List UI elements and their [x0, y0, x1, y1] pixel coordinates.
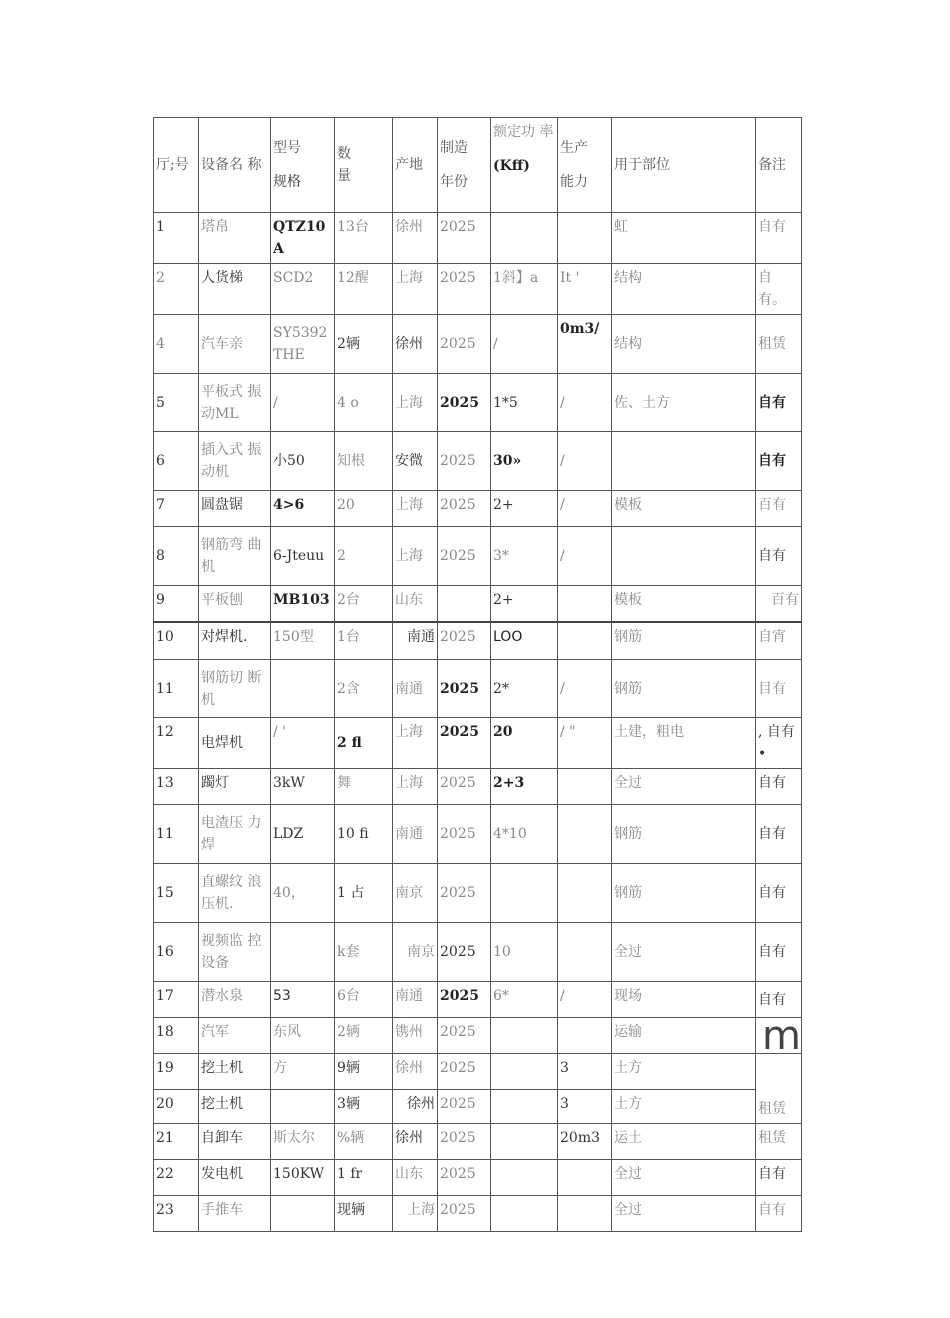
cell-note: 自有 [756, 982, 802, 1018]
cell-use: 运土 [612, 1124, 756, 1160]
cell-name: 平板式 振动ML [199, 374, 271, 432]
cell-model: 53 [271, 982, 335, 1018]
cell-model: 小50 [271, 432, 335, 491]
cell-power [491, 1018, 558, 1054]
cell-note: 租赁 [756, 1090, 802, 1124]
table-row [154, 1018, 802, 1054]
cell-no: 20 [154, 1090, 199, 1124]
cell-capacity: 0m3/ [558, 315, 612, 374]
table-row [154, 315, 802, 374]
cell-power [491, 1160, 558, 1196]
cell-qty: 现辆 [335, 1196, 393, 1232]
cell-power: 6* [491, 982, 558, 1018]
table-row [154, 1054, 802, 1090]
cell-power [491, 864, 558, 923]
table-body [154, 118, 802, 1232]
cell-capacity [558, 923, 612, 982]
table-row [154, 1124, 802, 1160]
cell-capacity: / [558, 982, 612, 1018]
cell-power: 2+ [491, 586, 558, 622]
cell-no: 13 [154, 769, 199, 805]
cell-power: 2+ [491, 491, 558, 527]
cell-no: 15 [154, 864, 199, 923]
cell-qty: 2 [335, 527, 393, 586]
cell-origin: 安微 [393, 432, 438, 491]
cell-origin: 南通 [393, 805, 438, 864]
cell-use: 全过 [612, 769, 756, 805]
cell-capacity [558, 1196, 612, 1232]
cell-note: 租赁 [756, 315, 802, 374]
cell-qty: 6台 [335, 982, 393, 1018]
cell-power: 2* [491, 660, 558, 718]
cell-use: 钢筋 [612, 622, 756, 660]
header-model [271, 118, 335, 213]
header-use: 用于部位 [612, 118, 756, 213]
header-model-line2: 规格 [273, 174, 301, 190]
cell-note: 百有 [756, 491, 802, 527]
cell-capacity: / [558, 432, 612, 491]
cell-note: 自宵 [756, 622, 802, 660]
header-origin: 产地 [393, 118, 438, 213]
cell-year: 2025 [438, 374, 491, 432]
cell-origin: 徐州 [393, 315, 438, 374]
cell-use: 钢筋 [612, 805, 756, 864]
table-row [154, 213, 802, 264]
table-row [154, 1160, 802, 1196]
cell-year: 2025 [438, 864, 491, 923]
table-row [154, 718, 802, 769]
table-row [154, 622, 802, 660]
cell-qty: %辆 [335, 1124, 393, 1160]
cell-model: / ' [271, 718, 335, 769]
cell-origin: 徐州 [393, 1124, 438, 1160]
cell-model: 4>6 [271, 491, 335, 527]
cell-power: 10 [491, 923, 558, 982]
cell-year: 2025 [438, 660, 491, 718]
cell-no: 6 [154, 432, 199, 491]
cell-year: 2025 [438, 1124, 491, 1160]
cell-capacity: / [558, 660, 612, 718]
header-capacity [558, 118, 612, 213]
cell-model: 150型 [271, 622, 335, 660]
cell-note: , 自有• [756, 718, 802, 769]
cell-model: LDZ [271, 805, 335, 864]
cell-origin: 上海 [393, 374, 438, 432]
cell-power: 4*10 [491, 805, 558, 864]
cell-name: 电焊机 [199, 718, 271, 769]
table-row [154, 491, 802, 527]
cell-year: 2025 [438, 1160, 491, 1196]
cell-name: 手推车 [199, 1196, 271, 1232]
cell-year [438, 586, 491, 622]
cell-note: 自有 [756, 864, 802, 923]
table-row [154, 805, 802, 864]
cell-use: 模板 [612, 491, 756, 527]
cell-year: 2025 [438, 982, 491, 1018]
cell-use: 钢筋 [612, 864, 756, 923]
header-qty-line1: 数 [337, 146, 351, 162]
cell-note: 百有 [756, 586, 802, 622]
cell-use: 运输 [612, 1018, 756, 1054]
cell-qty: 9辆 [335, 1054, 393, 1090]
cell-use: 土方 [612, 1090, 756, 1124]
header-year-line1: 制造 [440, 140, 468, 156]
cell-origin: 徐州 [393, 1054, 438, 1090]
header-capacity-line1: 生产 [560, 140, 588, 156]
cell-year: 2025 [438, 769, 491, 805]
cell-power [491, 1090, 558, 1124]
table-row [154, 864, 802, 923]
cell-qty: 1 占 [335, 864, 393, 923]
cell-capacity [558, 769, 612, 805]
cell-capacity: 3 [558, 1054, 612, 1090]
cell-capacity [558, 586, 612, 622]
cell-model: 40， [271, 864, 335, 923]
cell-note: 租赁 [756, 1124, 802, 1160]
header-no: 厅;号 [154, 118, 199, 213]
cell-origin: 上海 [393, 769, 438, 805]
cell-origin: 徐州 [393, 1090, 438, 1124]
cell-use: 模板 [612, 586, 756, 622]
cell-name: 直螺纹 浪压机. [199, 864, 271, 923]
cell-qty: 20 [335, 491, 393, 527]
cell-qty: k套 [335, 923, 393, 982]
cell-use: 钢筋 [612, 660, 756, 718]
cell-capacity: 3 [558, 1090, 612, 1124]
cell-note: 自有 [756, 1160, 802, 1196]
table-row [154, 660, 802, 718]
cell-name: 汽军 [199, 1018, 271, 1054]
cell-no: 18 [154, 1018, 199, 1054]
header-qty-line2: 量 [337, 168, 351, 184]
table-row [154, 982, 802, 1018]
cell-power [491, 1196, 558, 1232]
cell-origin: 山东 [393, 1160, 438, 1196]
cell-model: 斯太尔 [271, 1124, 335, 1160]
cell-power [491, 1124, 558, 1160]
cell-origin: 上海 [393, 491, 438, 527]
table-row [154, 264, 802, 315]
table-row [154, 769, 802, 805]
table-row [154, 1196, 802, 1232]
cell-use: 全过 [612, 923, 756, 982]
cell-model [271, 1196, 335, 1232]
cell-year: 2025 [438, 1196, 491, 1232]
header-row [154, 118, 802, 213]
cell-capacity: It ' [558, 264, 612, 315]
cell-no: 12 [154, 718, 199, 769]
cell-name: 插入式 振动机 [199, 432, 271, 491]
cell-model: 方 [271, 1054, 335, 1090]
cell-capacity: 20m3 [558, 1124, 612, 1160]
cell-power: LOO [491, 622, 558, 660]
cell-qty: 2台 [335, 586, 393, 622]
cell-no: 22 [154, 1160, 199, 1196]
header-power [491, 118, 558, 213]
table-row [154, 586, 802, 622]
cell-use: 现场 [612, 982, 756, 1018]
header-note: 备注 [756, 118, 802, 213]
cell-qty: 2 fl [335, 718, 393, 769]
cell-origin: 南通 [393, 982, 438, 1018]
cell-model: MB103 [271, 586, 335, 622]
table-row [154, 527, 802, 586]
cell-capacity: / [558, 491, 612, 527]
cell-no: 19 [154, 1054, 199, 1090]
cell-model: SY5392 THE [271, 315, 335, 374]
cell-name: 人货梯 [199, 264, 271, 315]
cell-name: 发电机 [199, 1160, 271, 1196]
cell-model: / [271, 374, 335, 432]
cell-note: 自有 [756, 527, 802, 586]
cell-no: 8 [154, 527, 199, 586]
cell-name: 自卸车 [199, 1124, 271, 1160]
cell-use: 佐、土方 [612, 374, 756, 432]
cell-qty: 1 fr [335, 1160, 393, 1196]
cell-capacity: / [558, 527, 612, 586]
cell-note: 自有 [756, 923, 802, 982]
cell-year: 2025 [438, 718, 491, 769]
cell-origin: 上海 [393, 1196, 438, 1232]
cell-name: 挖土机 [199, 1090, 271, 1124]
cell-no: 2 [154, 264, 199, 315]
cell-origin: 镌州 [393, 1018, 438, 1054]
cell-origin: 上海 [393, 718, 438, 769]
header-model-line1: 型号 [273, 140, 301, 156]
table-row [154, 923, 802, 982]
cell-power: 2+3 [491, 769, 558, 805]
cell-no: 9 [154, 586, 199, 622]
cell-power: 1*5 [491, 374, 558, 432]
cell-model: 东风 [271, 1018, 335, 1054]
cell-power: 3* [491, 527, 558, 586]
cell-qty: 2辆 [335, 1018, 393, 1054]
cell-no: 21 [154, 1124, 199, 1160]
cell-no: 1 [154, 213, 199, 264]
cell-model [271, 660, 335, 718]
cell-capacity [558, 1160, 612, 1196]
cell-use: 土方 [612, 1054, 756, 1090]
cell-model: 3kW [271, 769, 335, 805]
cell-name: 钢筋弯 曲机 [199, 527, 271, 586]
cell-qty: 3辆 [335, 1090, 393, 1124]
table-row [154, 432, 802, 491]
table-row [154, 1090, 802, 1124]
cell-year: 2025 [438, 213, 491, 264]
cell-model: 150KW [271, 1160, 335, 1196]
cell-use: 土建，粗电 [612, 718, 756, 769]
cell-note: 自有 [756, 805, 802, 864]
cell-model [271, 923, 335, 982]
cell-name: 视频监 控设备 [199, 923, 271, 982]
cell-qty: 舞 [335, 769, 393, 805]
header-name: 设备名 称 [199, 118, 271, 213]
margin-mark: m [762, 1013, 801, 1059]
cell-power [491, 1054, 558, 1090]
cell-note: 自有。 [756, 264, 802, 315]
equipment-table [153, 117, 802, 1232]
cell-qty: 2含 [335, 660, 393, 718]
cell-use [612, 527, 756, 586]
cell-use: 结构 [612, 264, 756, 315]
cell-no: 11 [154, 660, 199, 718]
cell-capacity [558, 805, 612, 864]
cell-use: 结构 [612, 315, 756, 374]
cell-note: 自有 [756, 213, 802, 264]
header-qty [335, 118, 393, 213]
cell-qty: 12醒 [335, 264, 393, 315]
cell-model: 6-Jteuu [271, 527, 335, 586]
cell-origin: 上海 [393, 527, 438, 586]
cell-use: 全过 [612, 1160, 756, 1196]
cell-qty: 1台 [335, 622, 393, 660]
table-row [154, 374, 802, 432]
cell-name: 潜水泉 [199, 982, 271, 1018]
cell-origin: 山东 [393, 586, 438, 622]
cell-no: 10 [154, 622, 199, 660]
cell-note: 自有 [756, 374, 802, 432]
cell-model [271, 1090, 335, 1124]
cell-name: 挖土机 [199, 1054, 271, 1090]
cell-use [612, 432, 756, 491]
cell-capacity: / " [558, 718, 612, 769]
cell-note: 目有 [756, 660, 802, 718]
cell-year: 2025 [438, 923, 491, 982]
cell-name: 塔帛 [199, 213, 271, 264]
cell-year: 2025 [438, 805, 491, 864]
cell-origin: 南京 [393, 923, 438, 982]
cell-origin: 南京 [393, 864, 438, 923]
cell-capacity [558, 213, 612, 264]
cell-note: 自有 [756, 769, 802, 805]
cell-origin: 南通 [393, 622, 438, 660]
cell-name: 平板刨 [199, 586, 271, 622]
cell-name: 电渣压 力焊 [199, 805, 271, 864]
cell-qty: 2辆 [335, 315, 393, 374]
cell-origin: 徐州 [393, 213, 438, 264]
cell-power: 30» [491, 432, 558, 491]
cell-year: 2025 [438, 1090, 491, 1124]
cell-power: 20 [491, 718, 558, 769]
cell-note: 自有 [756, 1196, 802, 1232]
cell-year: 2025 [438, 1054, 491, 1090]
header-year [438, 118, 491, 213]
cell-year: 2025 [438, 622, 491, 660]
cell-year: 2025 [438, 527, 491, 586]
cell-no: 5 [154, 374, 199, 432]
cell-qty: 10 fi [335, 805, 393, 864]
cell-capacity [558, 864, 612, 923]
cell-capacity [558, 622, 612, 660]
cell-model: QTZ10A [271, 213, 335, 264]
cell-year: 2025 [438, 491, 491, 527]
header-year-line2: 年份 [440, 174, 468, 190]
cell-use: 全过 [612, 1196, 756, 1232]
cell-no: 7 [154, 491, 199, 527]
cell-name: 躅灯 [199, 769, 271, 805]
cell-year: 2025 [438, 264, 491, 315]
cell-name: 对焊机. [199, 622, 271, 660]
cell-no: 11 [154, 805, 199, 864]
header-capacity-line2: 能力 [560, 174, 588, 190]
cell-model: SCD2 [271, 264, 335, 315]
header-power-line2: (Kff) [493, 158, 530, 174]
cell-name: 汽车亲 [199, 315, 271, 374]
cell-year: 2025 [438, 315, 491, 374]
cell-power: / [491, 315, 558, 374]
cell-origin: 上海 [393, 264, 438, 315]
cell-qty: 知根 [335, 432, 393, 491]
cell-year: 2025 [438, 1018, 491, 1054]
cell-capacity: / [558, 374, 612, 432]
cell-note: 自有 [756, 432, 802, 491]
cell-qty: 4 o [335, 374, 393, 432]
header-power-line1: 额定功 率 [493, 124, 554, 140]
cell-power [491, 213, 558, 264]
cell-no: 4 [154, 315, 199, 374]
cell-qty: 13台 [335, 213, 393, 264]
cell-name: 钢筋切 断机 [199, 660, 271, 718]
cell-no: 23 [154, 1196, 199, 1232]
cell-no: 16 [154, 923, 199, 982]
cell-year: 2025 [438, 432, 491, 491]
cell-power: 1斜】a [491, 264, 558, 315]
cell-name: 圆盘锯 [199, 491, 271, 527]
cell-capacity [558, 1018, 612, 1054]
cell-no: 17 [154, 982, 199, 1018]
cell-use: 虹 [612, 213, 756, 264]
cell-origin: 南通 [393, 660, 438, 718]
